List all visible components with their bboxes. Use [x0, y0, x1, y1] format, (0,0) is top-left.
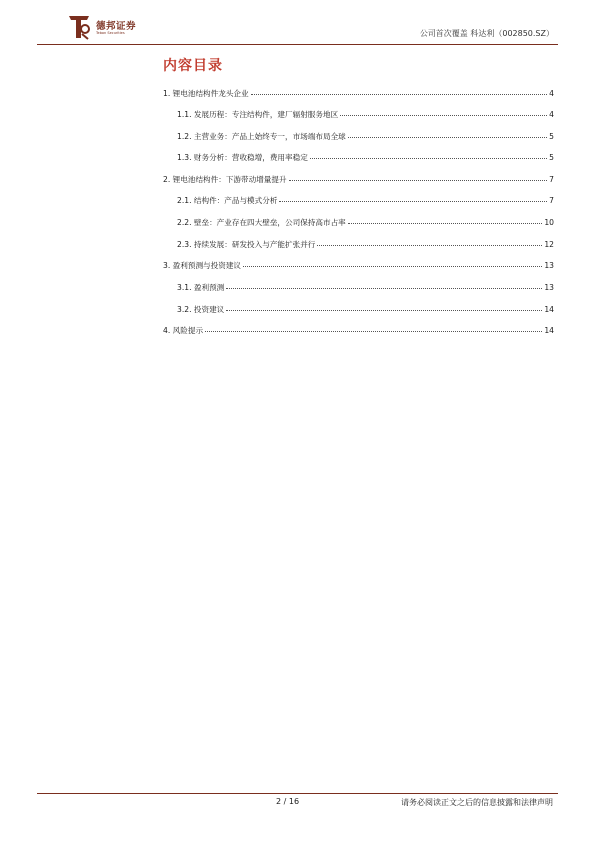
- toc-leader: [243, 259, 542, 267]
- page-header: [37, 10, 558, 46]
- toc-leader: [251, 87, 548, 95]
- toc-entry-page: 5: [549, 153, 554, 162]
- toc-entry-text: 2. 锂电池结构件：下游带动增量提升: [163, 175, 287, 184]
- legal-notice: 请务必阅读正文之后的信息披露和法律声明: [401, 798, 553, 807]
- toc-entry-text: 4. 风险提示: [163, 326, 204, 335]
- toc-entry-text: 3.1. 盈利预测: [177, 283, 225, 292]
- toc-entry-2[interactable]: [163, 174, 554, 186]
- toc-leader: [226, 303, 542, 311]
- toc-entry-2-3[interactable]: [177, 239, 554, 251]
- toc-entry-page: 13: [544, 261, 554, 270]
- toc-leader: [205, 324, 542, 332]
- toc-entry-2-1[interactable]: [177, 195, 554, 207]
- toc-entry-1[interactable]: [163, 88, 554, 100]
- toc-title: 内容目录: [163, 58, 223, 74]
- toc-leader: [310, 151, 547, 159]
- toc-entry-page: 14: [544, 305, 554, 314]
- toc-entry-3-2[interactable]: [177, 304, 554, 316]
- toc-entry-page: 12: [544, 240, 554, 249]
- toc-entry-text: 1.3. 财务分析：营收稳增，费用率稳定: [177, 153, 308, 162]
- company-logo: [66, 12, 166, 44]
- toc-entry-page: 7: [549, 175, 554, 184]
- report-title: 公司首次覆盖 科达利（002850.SZ）: [419, 29, 554, 38]
- toc-entry-text: 3. 盈利预测与投资建议: [163, 261, 242, 270]
- toc-entry-text: 1.1. 发展历程：专注结构件，建厂辐射服务地区: [177, 110, 339, 119]
- toc-leader: [279, 194, 547, 202]
- toc-entry-page: 7: [549, 196, 554, 205]
- toc-entry-4[interactable]: [163, 325, 554, 337]
- toc-entry-text: 1. 锂电池结构件龙头企业: [163, 89, 249, 98]
- toc-entry-page: 4: [549, 89, 554, 98]
- header-divider: [37, 44, 558, 45]
- toc-entry-page: 13: [544, 283, 554, 292]
- toc-entry-page: 4: [549, 110, 554, 119]
- logo-name: 德邦证券: [96, 21, 137, 32]
- toc-entry-text: 2.1. 结构件：产品与模式分析: [177, 196, 278, 205]
- toc-leader: [348, 216, 543, 224]
- tebon-logo-icon: [66, 12, 92, 42]
- toc-entry-text: 3.2. 投资建议: [177, 305, 225, 314]
- toc-entry-page: 14: [544, 326, 554, 335]
- logo-subtitle: Tebon Securities: [96, 31, 125, 35]
- toc-leader: [317, 238, 542, 246]
- footer-divider: [37, 793, 558, 794]
- toc-entry-3[interactable]: [163, 260, 554, 272]
- toc-entry-1-3[interactable]: [177, 152, 554, 164]
- toc-entry-text: 2.3. 持续发展：研发投入与产能扩张并行: [177, 240, 316, 249]
- toc-entry-1-1[interactable]: [177, 109, 554, 121]
- toc-leader: [340, 108, 547, 116]
- toc-entry-page: 5: [549, 132, 554, 141]
- page-number: 2 / 16: [276, 797, 300, 806]
- toc-entry-page: 10: [544, 218, 554, 227]
- toc-entry-text: 2.2. 壁垒：产业存在四大壁垒，公司保持高市占率: [177, 218, 346, 227]
- toc-leader: [348, 130, 547, 138]
- toc-entry-3-1[interactable]: [177, 282, 554, 294]
- toc-entry-1-2[interactable]: [177, 131, 554, 143]
- toc-leader: [289, 173, 548, 181]
- toc-entry-2-2[interactable]: [177, 217, 554, 229]
- toc-leader: [226, 281, 542, 289]
- toc-entry-text: 1.2. 主营业务：产品上始终专一，市场端布局全球: [177, 132, 346, 141]
